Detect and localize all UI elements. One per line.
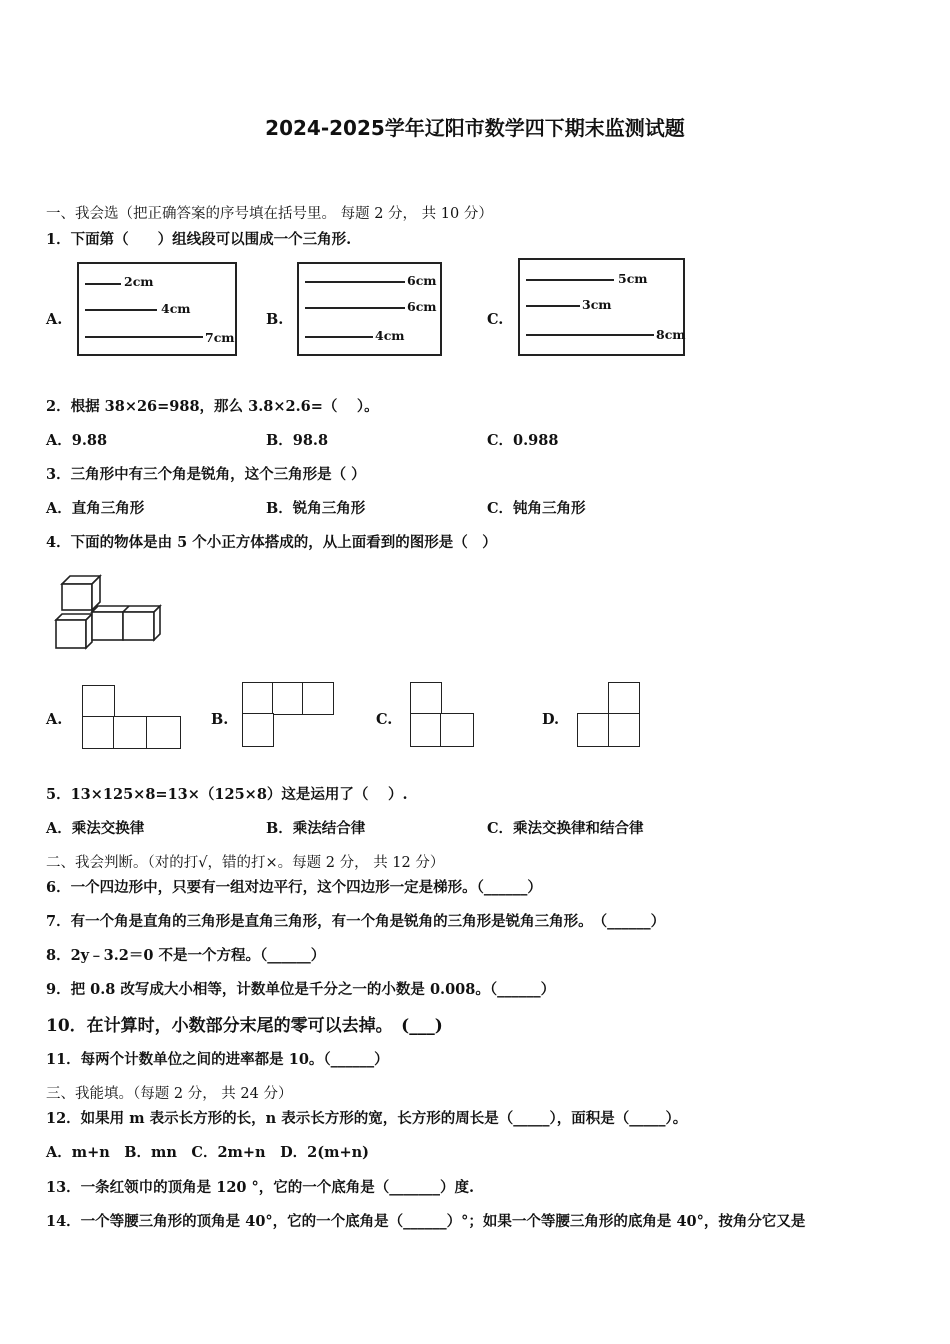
segment-line — [526, 334, 654, 336]
grid-square — [146, 716, 181, 749]
grid-square — [410, 713, 442, 747]
q3-option-c: C．钝角三角形 — [487, 500, 586, 517]
segment-label: 4cm — [161, 301, 191, 316]
q3-option-a: A．直角三角形 — [46, 500, 145, 517]
question-10: 10．在计算时，小数部分末尾的零可以去掉。 (___) — [46, 1016, 443, 1036]
q2-option-c: C．0.988 — [487, 432, 559, 449]
question-1: 1．下面第（ ）组线段可以围成一个三角形. — [46, 231, 352, 248]
question-13: 13．一条红领巾的顶角是 120 °，它的一个底角是（_______）度. — [46, 1179, 475, 1196]
grid-square — [302, 682, 334, 715]
q4-option-a-label: A. — [46, 711, 63, 728]
grid-square — [113, 716, 148, 749]
q5-option-a: A．乘法交换律 — [46, 820, 145, 837]
q2-option-b: B．98.8 — [266, 432, 329, 449]
grid-square — [242, 713, 274, 747]
segment-line — [526, 305, 580, 307]
q1-option-a-label: A. — [46, 311, 63, 328]
q4-cube-figure — [50, 570, 170, 654]
question-2: 2．根据 38×26=988，那么 3.8×2.6=（ ）。 — [46, 398, 379, 415]
segment-label: 6cm — [407, 299, 437, 314]
segment-label: 7cm — [205, 330, 235, 345]
grid-square — [608, 682, 640, 715]
segment-label: 4cm — [375, 328, 405, 343]
segment-line — [85, 336, 203, 338]
question-6: 6．一个四边形中，只要有一组对边平行，这个四边形一定是梯形。（______） — [46, 879, 542, 896]
question-8: 8．2y﹣3.2＝0 不是一个方程。（______） — [46, 947, 326, 964]
question-14: 14．一个等腰三角形的顶角是 40°，它的一个底角是（______）°；如果一个等腰三角形的底角是 40°，按角分它又是 — [46, 1213, 806, 1230]
q4-option-b-label: B. — [211, 711, 229, 728]
q5-option-c: C．乘法交换律和结合律 — [487, 820, 644, 837]
segment-label: 6cm — [407, 273, 437, 288]
q1-option-b-figure — [297, 262, 442, 356]
segment-label: 3cm — [582, 297, 612, 312]
segment-line — [85, 309, 157, 311]
grid-square — [242, 682, 274, 715]
grid-square — [272, 682, 304, 715]
grid-square — [410, 682, 442, 715]
segment-line — [305, 307, 405, 309]
question-4: 4．下面的物体是由 5 个小正方体搭成的，从上面看到的图形是（ ） — [46, 534, 497, 551]
grid-square — [82, 716, 115, 749]
question-12-options: A．m+n B．mn C．2m+n D．2(m+n) — [46, 1144, 370, 1161]
segment-line — [305, 281, 405, 283]
segment-label: 2cm — [124, 274, 154, 289]
grid-square — [440, 713, 474, 747]
grid-square — [608, 713, 640, 747]
q4-option-c-label: C. — [376, 711, 393, 728]
segment-line — [85, 283, 121, 285]
question-3: 3．三角形中有三个角是锐角，这个三角形是（ ） — [46, 466, 366, 483]
segment-label: 8cm — [656, 327, 686, 342]
q4-option-d-label: D. — [542, 711, 560, 728]
segment-line — [305, 336, 373, 338]
grid-square — [577, 713, 610, 747]
question-7: 7．有一个角是直角的三角形是直角三角形，有一个角是锐角的三角形是锐角三角形。 （______） — [46, 913, 666, 930]
q2-option-a: A．9.88 — [46, 432, 108, 449]
q1-option-a-figure — [77, 262, 237, 356]
q3-option-b: B．锐角三角形 — [266, 500, 366, 517]
question-5: 5．13×125×8=13×（125×8）这是运用了（ ）. — [46, 786, 408, 803]
grid-square — [82, 685, 115, 718]
segment-label: 5cm — [618, 271, 648, 286]
segment-line — [526, 279, 614, 281]
section-1-heading: 一、我会选（把正确答案的序号填在括号里。 每题 2 分， 共 10 分） — [46, 206, 493, 222]
question-12: 12．如果用 m 表示长方形的长，n 表示长方形的宽，长方形的周长是（_____），面积是（_____）。 — [46, 1110, 688, 1127]
q1-option-c-label: C. — [487, 311, 504, 328]
page-title: 2024-2025学年辽阳市数学四下期末监测试题 — [265, 116, 685, 140]
cube-stack-drawing — [50, 570, 170, 654]
section-2-heading: 二、我会判断。（对的打√，错的打×。每题 2 分， 共 12 分） — [46, 855, 445, 871]
section-3-heading: 三、我能填。（每题 2 分， 共 24 分） — [46, 1086, 293, 1102]
q1-option-b-label: B. — [266, 311, 284, 328]
q5-option-b: B．乘法结合律 — [266, 820, 366, 837]
question-9: 9．把 0.8 改写成大小相等，计数单位是千分之一的小数是 0.008。（______） — [46, 981, 556, 998]
question-11: 11．每两个计数单位之间的进率都是 10。（______） — [46, 1051, 389, 1068]
q1-option-c-figure — [518, 258, 685, 356]
